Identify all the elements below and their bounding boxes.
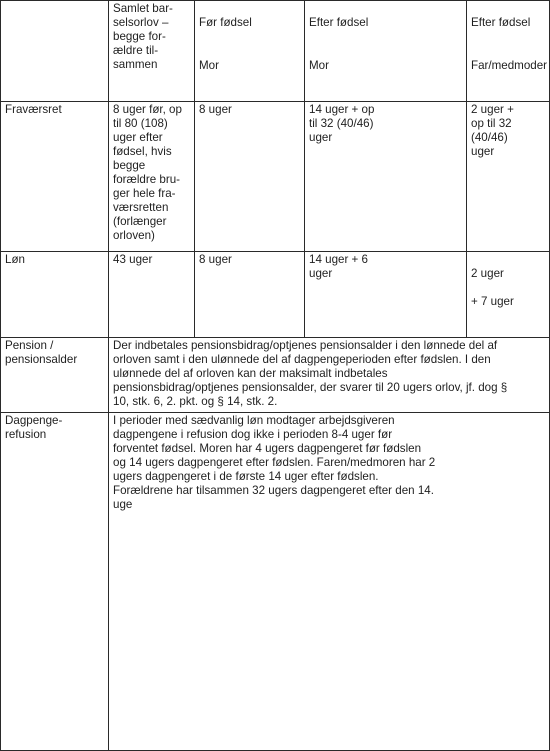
pension-text: Der indbetales pensionsbidrag/optjenes pensionsalder i den lønnede del af orloven samt i den ulønnede del af dagpengeperioden efter fødslen. I den ulønnede del af orloven kan der maksimalt indbetales pensionsbidrag/optjenes pensionsalder, der svarer til 20 ugers orlov, jf. dog § 10, stk. 6, 2. pkt. og § 14, stk. 2. — [109, 338, 550, 413]
header-col-after-birth-mother — [305, 1, 467, 102]
header-row — [1, 1, 550, 102]
dagpenge-text: I perioder med sædvanlig løn modtager arbejdsgiveren dagpengene i refusion dog ikke i perioden 8-4 uger før forventet fødsel. Moren har 4 ugers dagpengeret før fødslen og 14 ugers dagpengeret efter fødslen. Faren/medmoren har 2 ugers dagpengeret i de første 14 uger efter fødslen. Forældrene har tilsammen 32 ugers dagpengeret efter den 14. uge — [109, 413, 550, 751]
lon-total: 43 uger — [109, 252, 195, 338]
header-col-after-birth-father — [467, 1, 550, 102]
header-col-before-birth — [195, 1, 305, 102]
row-label-fravaersret: Fraværsret — [1, 102, 109, 252]
row-fravaersret — [1, 102, 550, 252]
header-label-cell — [1, 1, 109, 102]
lon-after-birth-mother: 14 uger + 6 uger — [305, 252, 467, 338]
row-label-lon: Løn — [1, 252, 109, 338]
fravaersret-total: 8 uger før, op til 80 (108) uger efter fødsel, hvis begge forældre bru- ger hele fra- værsretten (forlænger orloven) — [109, 102, 195, 252]
lon-after-birth-father-b: + 7 uger — [471, 295, 514, 308]
header-col-after-birth-mother-top: Efter fødsel — [309, 16, 369, 29]
fravaersret-before-birth: 8 uger — [195, 102, 305, 252]
row-label-pension: Pension / pensionsalder — [1, 338, 109, 413]
lon-after-birth-father — [467, 252, 550, 338]
row-label-dagpenge: Dagpenge- refusion — [1, 413, 109, 751]
row-dagpenge — [1, 413, 550, 751]
header-col-before-birth-bottom: Mor — [199, 59, 219, 72]
row-lon — [1, 252, 550, 338]
header-col-after-birth-father-bottom: Far/medmoder — [471, 59, 548, 72]
header-col-before-birth-top: Før fødsel — [199, 16, 252, 29]
lon-after-birth-father-a: 2 uger — [471, 267, 504, 280]
row-pension — [1, 338, 550, 413]
fravaersret-after-birth-father: 2 uger + op til 32 (40/46) uger — [467, 102, 550, 252]
lon-before-birth: 8 uger — [195, 252, 305, 338]
header-col-total: Samlet bar- selsorlov – begge for- ældre til- sammen — [109, 1, 195, 102]
header-col-after-birth-father-top: Efter fødsel — [471, 16, 531, 29]
header-col-after-birth-mother-bottom: Mor — [309, 59, 329, 72]
fravaersret-after-birth-mother: 14 uger + op til 32 (40/46) uger — [305, 102, 467, 252]
